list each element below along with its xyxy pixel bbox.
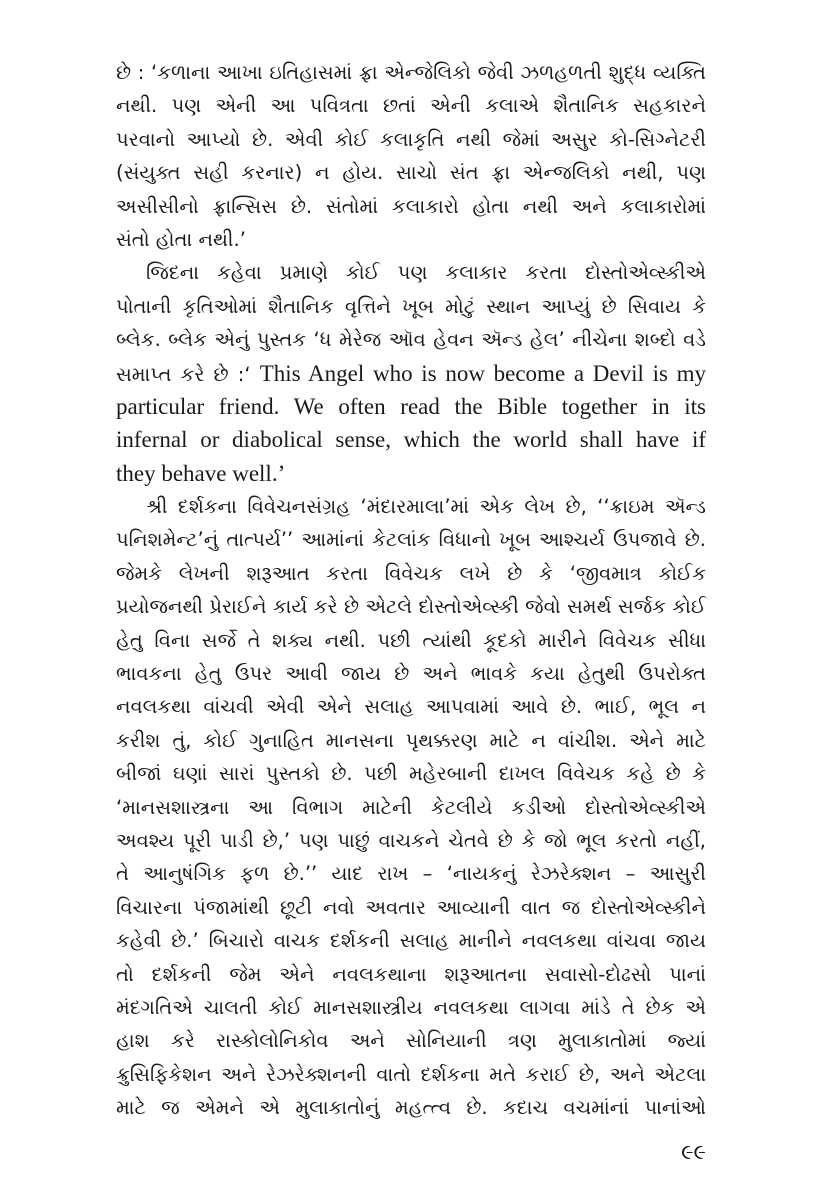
text-line: કરીશ તું, કોઈ ગુનાહિત માનસના પૃથક્કરણ માટે ન વાંચીશ. એને માટે	[116, 728, 706, 752]
text-line: પોતાની કૃતિઓમાં શૈતાનિક વૃત્તિને ખૂબ મોટું સ્થાન આપ્યું છે સિવાય કે	[116, 294, 706, 318]
text-line: મંદગતિએ ચાલતી કોઈ માનસશાસ્ત્રીય નવલકથા લાગવા માંડે તે છેક એ	[116, 995, 706, 1019]
text-line: હાશ કરે રાસ્કોલોનિકોવ અને સોનિયાની ત્રણ મુલાકાતોમાં જ્યાં	[116, 1029, 706, 1053]
text-line: infernal or diabolical sense, which the world shall have if	[116, 427, 706, 453]
text-line: ‘માનસશાસ્ત્રના આ વિભાગ માટેની કેટલીયે કડીઓ દોસ્તોએવ્સ્કીએ	[116, 795, 706, 819]
text-line: બ્લેક. બ્લેક એનું પુસ્તક ‘ધ મેરેજ ઑવ હેવન ઍન્ડ હેલ’ નીચેના શબ્દો વડે	[116, 328, 706, 352]
text-line: તો દર્શકની જેમ એને નવલકથાના શરૂઆતના સવાસો-દોઢસો પાનાં	[116, 962, 706, 986]
text-line: કહેવી છે.’ બિચારો વાચક દર્શકની સલાહ માનીને નવલકથા વાંચવા જાય	[116, 929, 706, 953]
text-line: તે આનુષંગિક ફળ છે.’’ યાદ રાખ – ‘નાયકનું રેઝરેક્શન – આસુરી	[116, 862, 706, 886]
text-line: particular friend. We often read the Bible together in its	[116, 393, 706, 419]
text-line: પનિશમેન્ટ’નું તાત્પર્ય’’ આમાંનાં કેટલાંક વિધાનો ખૂબ આશ્ચર્ય ઉપજાવે છે.	[116, 528, 706, 552]
text-line: (સંયુક્ત સહી કરનાર) ન હોય. સાચો સંત ફ્રા એન્જલિકો નથી, પણ	[116, 161, 706, 185]
text-line: અસીસીનો ફ્રાન્સિસ છે. સંતોમાં કલાકારો હોતા નથી અને કલાકારોમાં	[116, 194, 706, 218]
text-line: વિચારના પંજામાંથી છૂટી નવો અવતાર આવ્યાની વાત જ દોસ્તોએવ્સ્કીને	[116, 895, 706, 919]
text-line: છે : ‘કળાના આખા ઇતિહાસમાં ફ્રા એન્જેલિકો જેવી ઝળહળતી શુદ્ધ વ્યક્તિ	[116, 61, 706, 84]
text-line: પ્રયોજનથી પ્રેરાઈને કાર્ય કરે છે એટલે દોસ્તોએવ્સ્કી જેવો સમર્થ સર્જક કોઈ	[116, 595, 706, 619]
text-line: અવશ્ય પૂરી પાડી છે,’ પણ પાછું વાચકને ચેતવે છે કે જો ભૂલ કરતો નહીં,	[116, 828, 706, 852]
text-line: ભાવકના હેતુ ઉપર આવી જાય છે અને ભાવકે કયા હેતુથી ઉપરોક્ત	[116, 662, 706, 686]
text-line: જિદના કહેવા પ્રમાણે કોઈ પણ કલાકાર કરતા દોસ્તોએવ્સ્કીએ	[146, 261, 706, 285]
text-line: નવલકથા વાંચવી એવી એને સલાહ આપવામાં આવે છે. ભાઈ, ભૂલ ન	[116, 695, 706, 719]
text-line: they behave well.’	[116, 460, 286, 486]
text-segment: સમાપ્ત કરે છે :‘	[116, 362, 251, 386]
text-line: ક્રુસિફિકેશન અને રેઝરેક્શનની વાતો દર્શકના મતે કરાઈ છે, અને એટલા	[116, 1062, 706, 1086]
page-number: ૯૯	[681, 1140, 706, 1164]
text-line: નથી. પણ એની આ પવિત્રતા છતાં એની કલાએ શૈતાનિક સહકારને	[116, 94, 706, 118]
text-line: શ્રી દર્શકના વિવેચનસંગ્રહ ‘મંદારમાલા’માં એક લેખ છે, ‘‘ક્રાઇમ ઍન્ડ	[146, 495, 706, 519]
text-line: માટે જ એમને એ મુલાકાતોનું મહત્ત્વ છે. કદાચ વચમાંનાં પાનાંઓ	[116, 1096, 706, 1120]
text-line: જેમકે લેખની શરૂઆત કરતા વિવેચક લખે છે કે ‘જીવમાત્ર કોઈક	[116, 561, 706, 585]
text-line: બીજાં ઘણાં સારાં પુસ્તકો છે. પછી મહેરબાની દાખલ વિવેચક કહે છે કે	[116, 762, 706, 786]
text-line: સંતો હોતા નથી.’	[116, 227, 246, 251]
english-text-segment: This Angel who is now become a Devil is my	[259, 360, 707, 386]
page-body	[116, 56, 706, 1125]
text-line: હેતુ વિના સર્જે તે શક્ય નથી. પછી ત્યાંથી કૂદકો મારીને વિવેચક સીધા	[116, 628, 706, 652]
text-line	[116, 357, 706, 390]
text-line: પરવાનો આપ્યો છે. એવી કોઈ કલાકૃતિ નથી જેમાં અસુર કો-સિગ્નેટરી	[116, 127, 706, 151]
